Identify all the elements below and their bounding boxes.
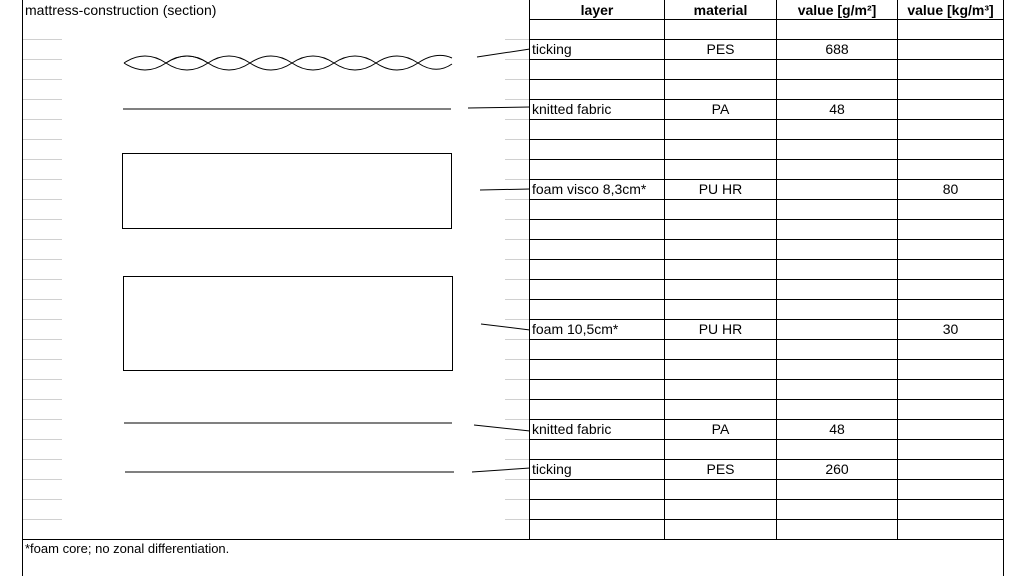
leader-line-3 bbox=[480, 189, 530, 190]
leader-line-6 bbox=[472, 468, 530, 472]
row-1-value-kgm3 bbox=[898, 39, 1003, 59]
header-material: material bbox=[693, 2, 748, 18]
header-value-kgm3: value [kg/m³] bbox=[907, 2, 994, 18]
foam-visco-block bbox=[123, 154, 452, 229]
header-value-gm2: value [g/m²] bbox=[797, 2, 877, 18]
row-4-layer: foam 10,5cm* bbox=[532, 321, 619, 337]
leader-line-5 bbox=[474, 425, 530, 431]
sheet-title: mattress-construction (section) bbox=[25, 2, 217, 18]
row-4-value-kgm3: 30 bbox=[942, 321, 959, 337]
foam-block bbox=[124, 277, 453, 371]
row-6-layer: ticking bbox=[532, 461, 572, 477]
row-5-value-kgm3 bbox=[898, 419, 1003, 439]
row-2-value-kgm3 bbox=[898, 99, 1003, 119]
row-3-material: PU HR bbox=[698, 181, 743, 197]
row-3-value-kgm3: 80 bbox=[942, 181, 959, 197]
leader-line-4 bbox=[481, 324, 530, 330]
row-5-material: PA bbox=[711, 421, 730, 437]
row-1-material: PES bbox=[706, 41, 735, 57]
row-2-value-gm2: 48 bbox=[829, 101, 845, 117]
leader-line-2 bbox=[468, 107, 530, 108]
row-6-value-kgm3 bbox=[898, 459, 1003, 479]
row-3-value-gm2 bbox=[777, 179, 897, 199]
header-layer: layer bbox=[580, 2, 614, 18]
row-4-material: PU HR bbox=[698, 321, 743, 337]
row-4-value-gm2 bbox=[777, 319, 897, 339]
row-2-material: PA bbox=[711, 101, 730, 117]
row-1-layer: ticking bbox=[532, 41, 572, 57]
leader-line-1 bbox=[477, 49, 530, 57]
row-5-value-gm2: 48 bbox=[829, 421, 845, 437]
ticking-top-layer-drawing bbox=[124, 55, 452, 70]
row-6-material: PES bbox=[706, 461, 735, 477]
row-3-layer: foam visco 8,3cm* bbox=[532, 181, 647, 197]
footnote: *foam core; no zonal differentiation. bbox=[25, 541, 230, 556]
row-1-value-gm2: 688 bbox=[825, 41, 849, 57]
row-5-layer: knitted fabric bbox=[532, 421, 612, 437]
row-2-layer: knitted fabric bbox=[532, 101, 612, 117]
row-6-value-gm2: 260 bbox=[825, 461, 849, 477]
